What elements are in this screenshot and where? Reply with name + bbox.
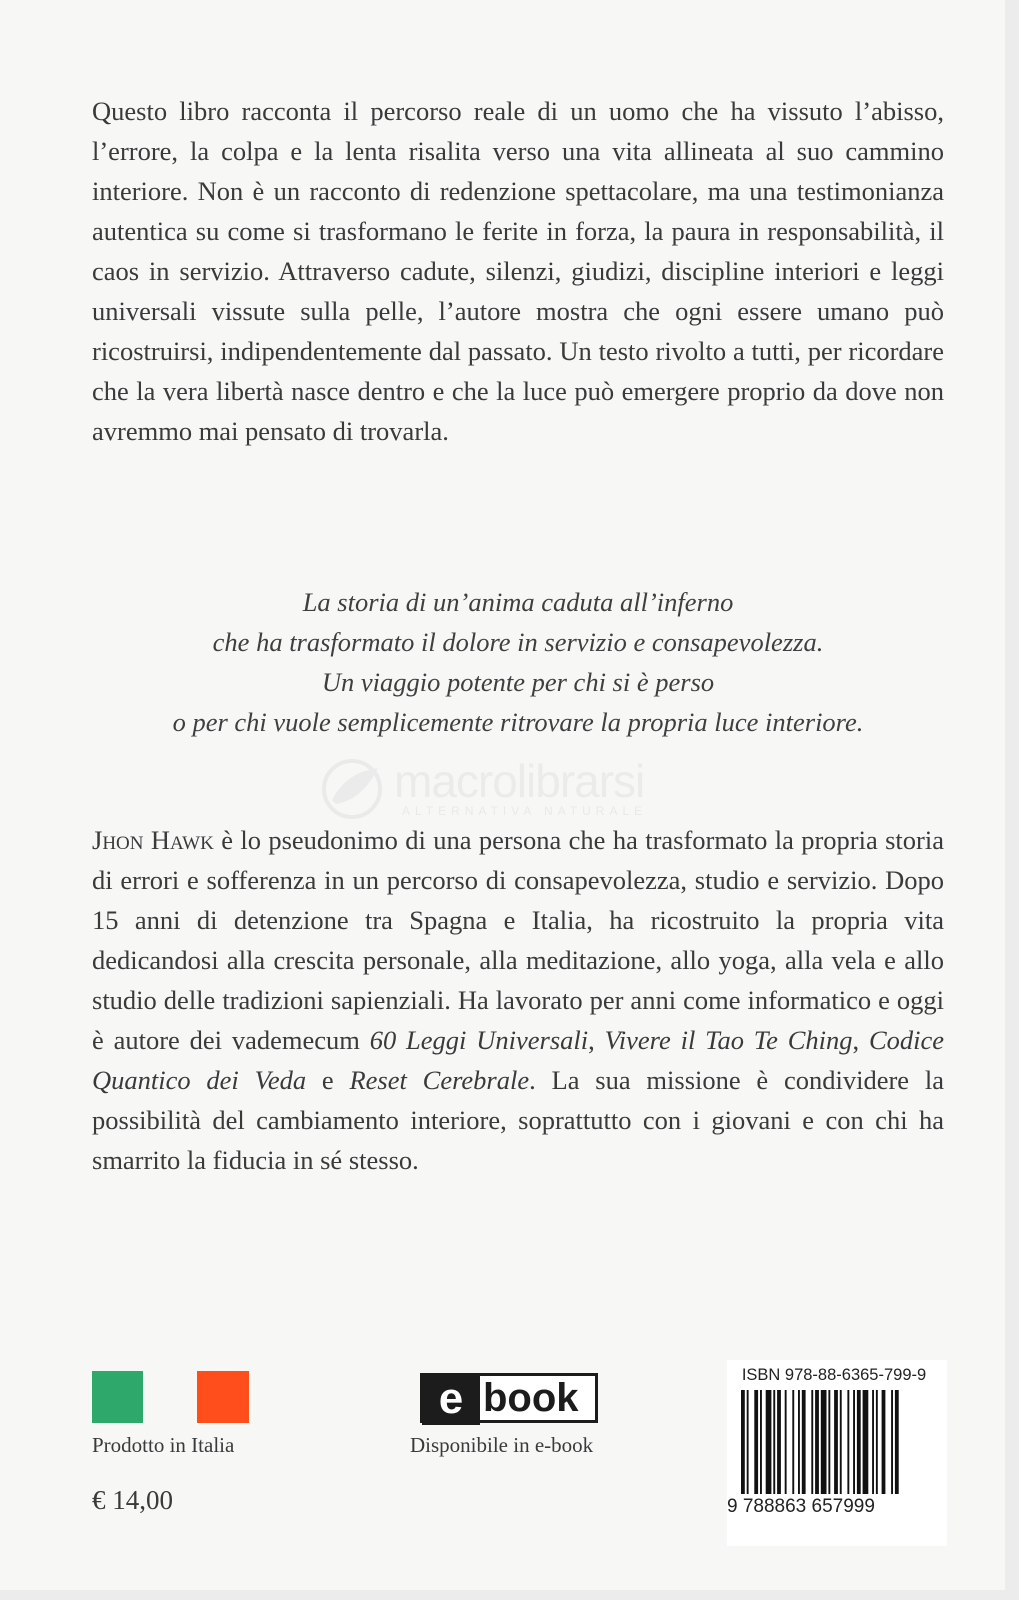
book-title: Codice Quantico dei Veda <box>92 1025 945 1095</box>
author-bio-text: è lo pseudonimo di una persona che ha trasformato la propria storia di errori e sofferenza in un percorso di consapevolezza, studio e servizio. Dopo 15 anni di detenzione tra Spagna e Italia, ha ricostruito la propria vita dedicandosi alla crescita personale, alla meditazione, allo yoga, alla vela e allo studio delle tradizioni sapienziali. Ha lavorato per anni come informatico e oggi è autore dei vademecum <box>92 825 944 1055</box>
author-bio-paragraph <box>92 820 944 1180</box>
isbn-label: ISBN 978-88-6365-799-9 <box>741 1366 927 1384</box>
book-title: 60 Leggi Universali <box>369 1025 589 1055</box>
author-name: Jhon Hawk <box>92 825 214 855</box>
isbn-barcode <box>741 1390 941 1494</box>
watermark-tagline: ALTERNATIVA NATURALE <box>402 804 648 818</box>
ebook-available-label: Disponibile in e-book <box>410 1433 594 1457</box>
author-bio-text: . La sua missione è condividere la possibilità del cambiamento interiore, soprattutto con i giovani e con chi ha smarrito la fiducia in sé stesso. <box>92 1065 944 1175</box>
book-title: Reset Cerebrale <box>349 1065 530 1095</box>
isbn-digits: 9 788863 657999 <box>727 1496 875 1517</box>
quote-line: La storia di un’anima caduta all’inferno <box>302 587 734 617</box>
italic-quote <box>92 582 944 742</box>
macrolibrarsi-watermark <box>318 756 728 824</box>
ebook-logo <box>420 1373 598 1423</box>
ebook-logo-e: e <box>422 1375 480 1425</box>
separator: , <box>852 1025 869 1055</box>
italian-flag-red <box>197 1371 249 1423</box>
made-in-italy-label: Prodotto in Italia <box>92 1433 235 1457</box>
price-label: € 14,00 <box>92 1485 173 1515</box>
italian-flag-green <box>92 1371 143 1423</box>
separator: e <box>306 1065 350 1095</box>
quote-line: Un viaggio potente per chi si è perso <box>321 667 715 697</box>
quote-line: o per chi vuole semplicemente ritrovare la propria luce interiore. <box>172 707 864 737</box>
leaf-logo-icon <box>318 756 388 822</box>
quote-line: che ha trasformato il dolore in servizio e consapevolezza. <box>212 627 824 657</box>
ebook-logo-word: book <box>483 1376 579 1420</box>
book-title: Vivere il Tao Te Ching <box>604 1025 853 1055</box>
synopsis-paragraph: Questo libro racconta il percorso reale di un uomo che ha vissuto l’abisso, l’errore, la colpa e la lenta risalita verso una vita allineata al suo cammino interiore. Non è un racconto di redenzione spettacolare, ma una testimonianza autentica su come si trasformano le ferite in forza, la paura in responsabilità, il caos in servizio. Attraverso cadute, silenzi, giudizi, discipline interiori e leggi universali vissute sulla pelle, l’autore mostra che ogni essere umano può ricostruirsi, indipendentemente dal passato. Un testo rivolto a tutti, per ricordare che la vera libertà nasce dentro e che la luce può emergere proprio da dove non avremmo mai pensato di trovarla. <box>92 96 944 446</box>
separator: , <box>588 1025 605 1055</box>
watermark-brand: macrolibrarsi <box>394 755 645 807</box>
